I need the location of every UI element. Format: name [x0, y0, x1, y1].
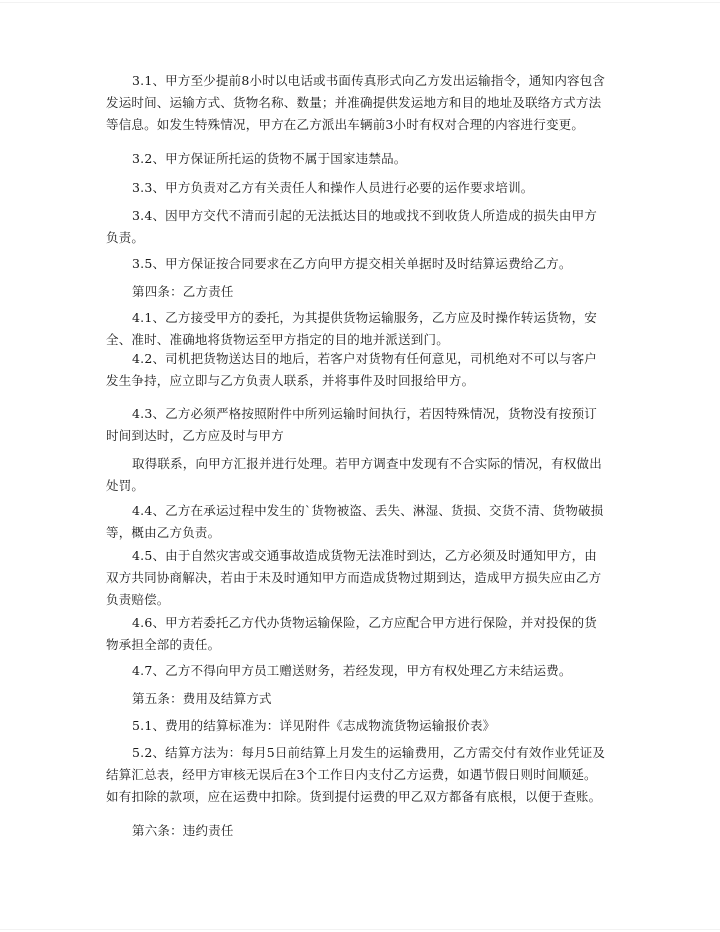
clause-5-2: 5.2、结算方法为：每月5日前结算上月发生的运输费用，乙方需交付有效作业凭证及结算汇总表，经甲方审核无误后在3个工作日内支付乙方运费，如遇节假日则时间顺延。如有扣除的款项，应在运费中扣除。货到提付运费的甲乙双方都备有底根，以便于查账。 [106, 745, 606, 804]
clause-3-1: 3.1、甲方至少提前8小时以电话或书面传真形式向乙方发出运输指令，通知内容包含发运时间、运输方式、货物名称、数量；并准确提供发运地方和目的地址及联络方式方法等信息。如发生特殊情况，甲方在乙方派出车辆前3小时有权对合理的内容进行变更。 [106, 73, 606, 132]
clause-4-3-continued: 取得联系，向甲方汇报并进行处理。若甲方调查中发现有不合实际的情况，有权做出处罚。 [106, 456, 602, 493]
page-edge [0, 2, 720, 3]
article-6-heading: 第六条：违约责任 [132, 823, 234, 838]
clause-4-1: 4.1、乙方接受甲方的委托，为其提供货物运输服务，乙方应及时操作转运货物，安全、准时、准确地将货物运至甲方指定的目的地并派送到门。 [106, 310, 597, 347]
clause-3-2: 3.2、甲方保证所托运的货物不属于国家违禁品。 [132, 151, 407, 166]
article-4-heading: 第四条：乙方责任 [132, 284, 234, 299]
page-edge-bottom [0, 929, 720, 930]
clause-4-3: 4.3、乙方必须严格按照附件中所列运输时间执行，若因特殊情况，货物没有按预订时间到达时，乙方应及时与甲方 [106, 406, 597, 443]
clause-3-3: 3.3、甲方负责对乙方有关责任人和操作人员进行必要的运作要求培训。 [132, 180, 534, 195]
clause-4-2: 4.2、司机把货物送达目的地后，若客户对货物有任何意见，司机绝对不可以与客户发生争持，应立即与乙方负责人联系，并将事件及时回报给甲方。 [106, 351, 597, 388]
article-5-heading: 第五条：费用及结算方式 [132, 691, 272, 706]
clause-3-5: 3.5、甲方保证按合同要求在乙方向甲方提交相关单据时及时结算运费给乙方。 [132, 256, 572, 271]
clause-4-5: 4.5、由于自然灾害或交通事故造成货物无法准时到达，乙方必须及时通知甲方，由双方共同协商解决，若由于未及时通知甲方而造成货物过期到达，造成甲方损失应由乙方负责赔偿。 [106, 548, 602, 607]
clause-4-6: 4.6、甲方若委托乙方代办货物运输保险，乙方应配合甲方进行保险，并对投保的货物承担全部的责任。 [106, 615, 597, 652]
clause-5-1: 5.1、费用的结算标准为：详见附件《志成物流货物运输报价表》 [132, 718, 496, 733]
clause-4-7: 4.7、乙方不得向甲方员工赠送财务，若经发现，甲方有权处理乙方未结运费。 [132, 663, 572, 678]
clause-3-4: 3.4、因甲方交代不清而引起的无法抵达目的地或找不到收货人所造成的损失由甲方负责。 [106, 208, 597, 245]
clause-4-4: 4.4、乙方在承运过程中发生的`货物被盗、丢失、淋湿、货损、交货不清、货物破损等，概由乙方负责。 [106, 503, 604, 540]
